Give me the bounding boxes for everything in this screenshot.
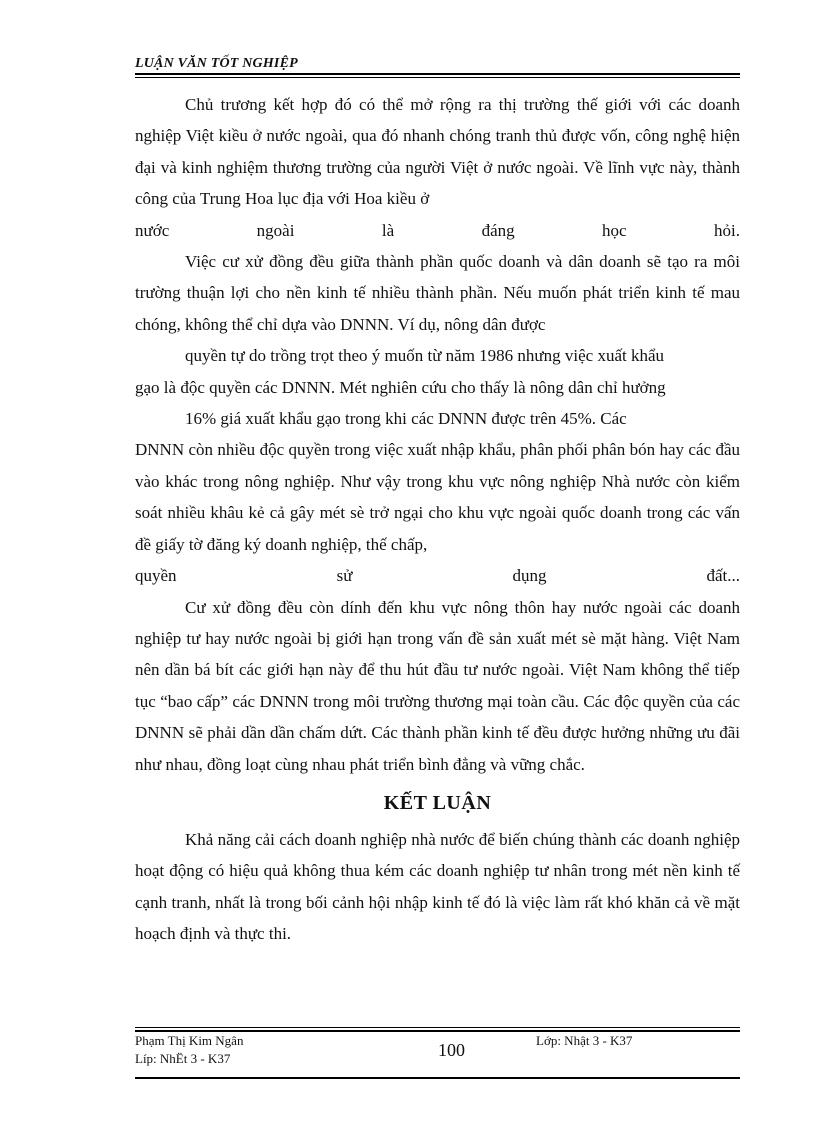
- paragraph-3: Cư xử đồng đều còn dính đến khu vực nông thôn hay nước ngoài các doanh nghiệp tư hay nước ngoài bị giới hạn trong vấn đề sản xuất mét sè mặt hàng. Việt Nam nên dần bá bít các giới hạn này để thu hút đầu tư nước ngoài. Việt Nam không thể tiếp tục “bao cấp” các DNNN trong môi trường thương mại toàn cầu. Các độc quyền của các DNNN sẽ phải dần dần chấm dứt. Các thành phần kinh tế đều được hưởng những ưu đãi như nhau, đồng loạt cùng nhau phát triển bình đẳng và vững chắc.: [135, 597, 740, 774]
- bottom-rule: [135, 1077, 740, 1079]
- page-header-title: LUẬN VĂN TỐT NGHIỆP: [135, 56, 298, 71]
- paragraph-2-end: quyền sử dụng đất...: [135, 566, 740, 586]
- paragraph-2: Việc cư xử đồng đều giữa thành phần quốc doanh và dân doanh sẽ tạo ra môi trường thuận lợi cho nền kinh tế nhiều thành phần. Nếu muốn phát triển kinh tế mau chóng, không thể chỉ dựa vào DNNN. Ví dụ, nông dân được: [135, 252, 740, 334]
- paragraph-2-line-6: 16% giá xuất khẩu gạo trong khi các DNNN được trên 45%. Các: [185, 409, 627, 429]
- footer-class-right: Lớp: Nhật 3 - K37: [536, 1033, 633, 1048]
- page-number: 100: [438, 1040, 465, 1060]
- paragraph-4: Khả năng cải cách doanh nghiệp nhà nước để biến chúng thành các doanh nghiệp hoạt động có hiệu quả không thua kém các doanh nghiệp tư nhân trong mét nền kinh tế cạnh tranh, nhất là trong bối cảnh hội nhập kinh tế đó là việc làm rất khó khăn cả về mặt hoạch định và thực thi.: [135, 829, 740, 944]
- paragraph-2-line-5: gạo là độc quyền các DNNN. Mét nghiên cứu cho thấy là nông dân chỉ hưởng: [135, 377, 666, 397]
- footer-author: Phạm Thị Kim Ngân: [135, 1033, 244, 1048]
- paragraph-2-rest: DNNN còn nhiều độc quyền trong việc xuất nhập khẩu, phân phối phân bón hay các đầu vào khác trong nông nghiệp. Như vậy trong khu vực nông nghiệp Nhà nước còn kiểm soát nhiều khâu kẻ cả gây mét sè trở ngại cho khu vực ngoài quốc doanh trong các vấn đề giấy tờ đăng ký doanh nghiệp, thế chấp,: [135, 440, 740, 554]
- paragraph-1: Chủ trương kết hợp đó có thể mở rộng ra thị trường thế giới với các doanh nghiệp Việt kiều ở nước ngoài, qua đó nhanh chóng tranh thủ được vốn, công nghệ hiện đại và kinh nghiệm thương trường của người Việt ở nước ngoài. Về lĩnh vực này, thành công của Trung Hoa lục địa với Hoa kiều ở: [135, 95, 740, 209]
- section-heading: KẾT LUẬN: [383, 791, 492, 814]
- paragraph-1-end: nước ngoài là đáng học hỏi.: [135, 220, 740, 240]
- document-body: [135, 89, 740, 950]
- header-rule: [135, 73, 740, 75]
- footer-rule: [135, 1030, 740, 1032]
- header-rule-thin: [135, 77, 740, 78]
- paragraph-2-line-4: quyền tự do trồng trọt theo ý muốn từ năm 1986 nhưng việc xuất khẩu: [185, 346, 665, 366]
- footer-rule-thin: [135, 1027, 740, 1028]
- footer-class-left: Líp: NhËt 3 - K37: [135, 1051, 231, 1066]
